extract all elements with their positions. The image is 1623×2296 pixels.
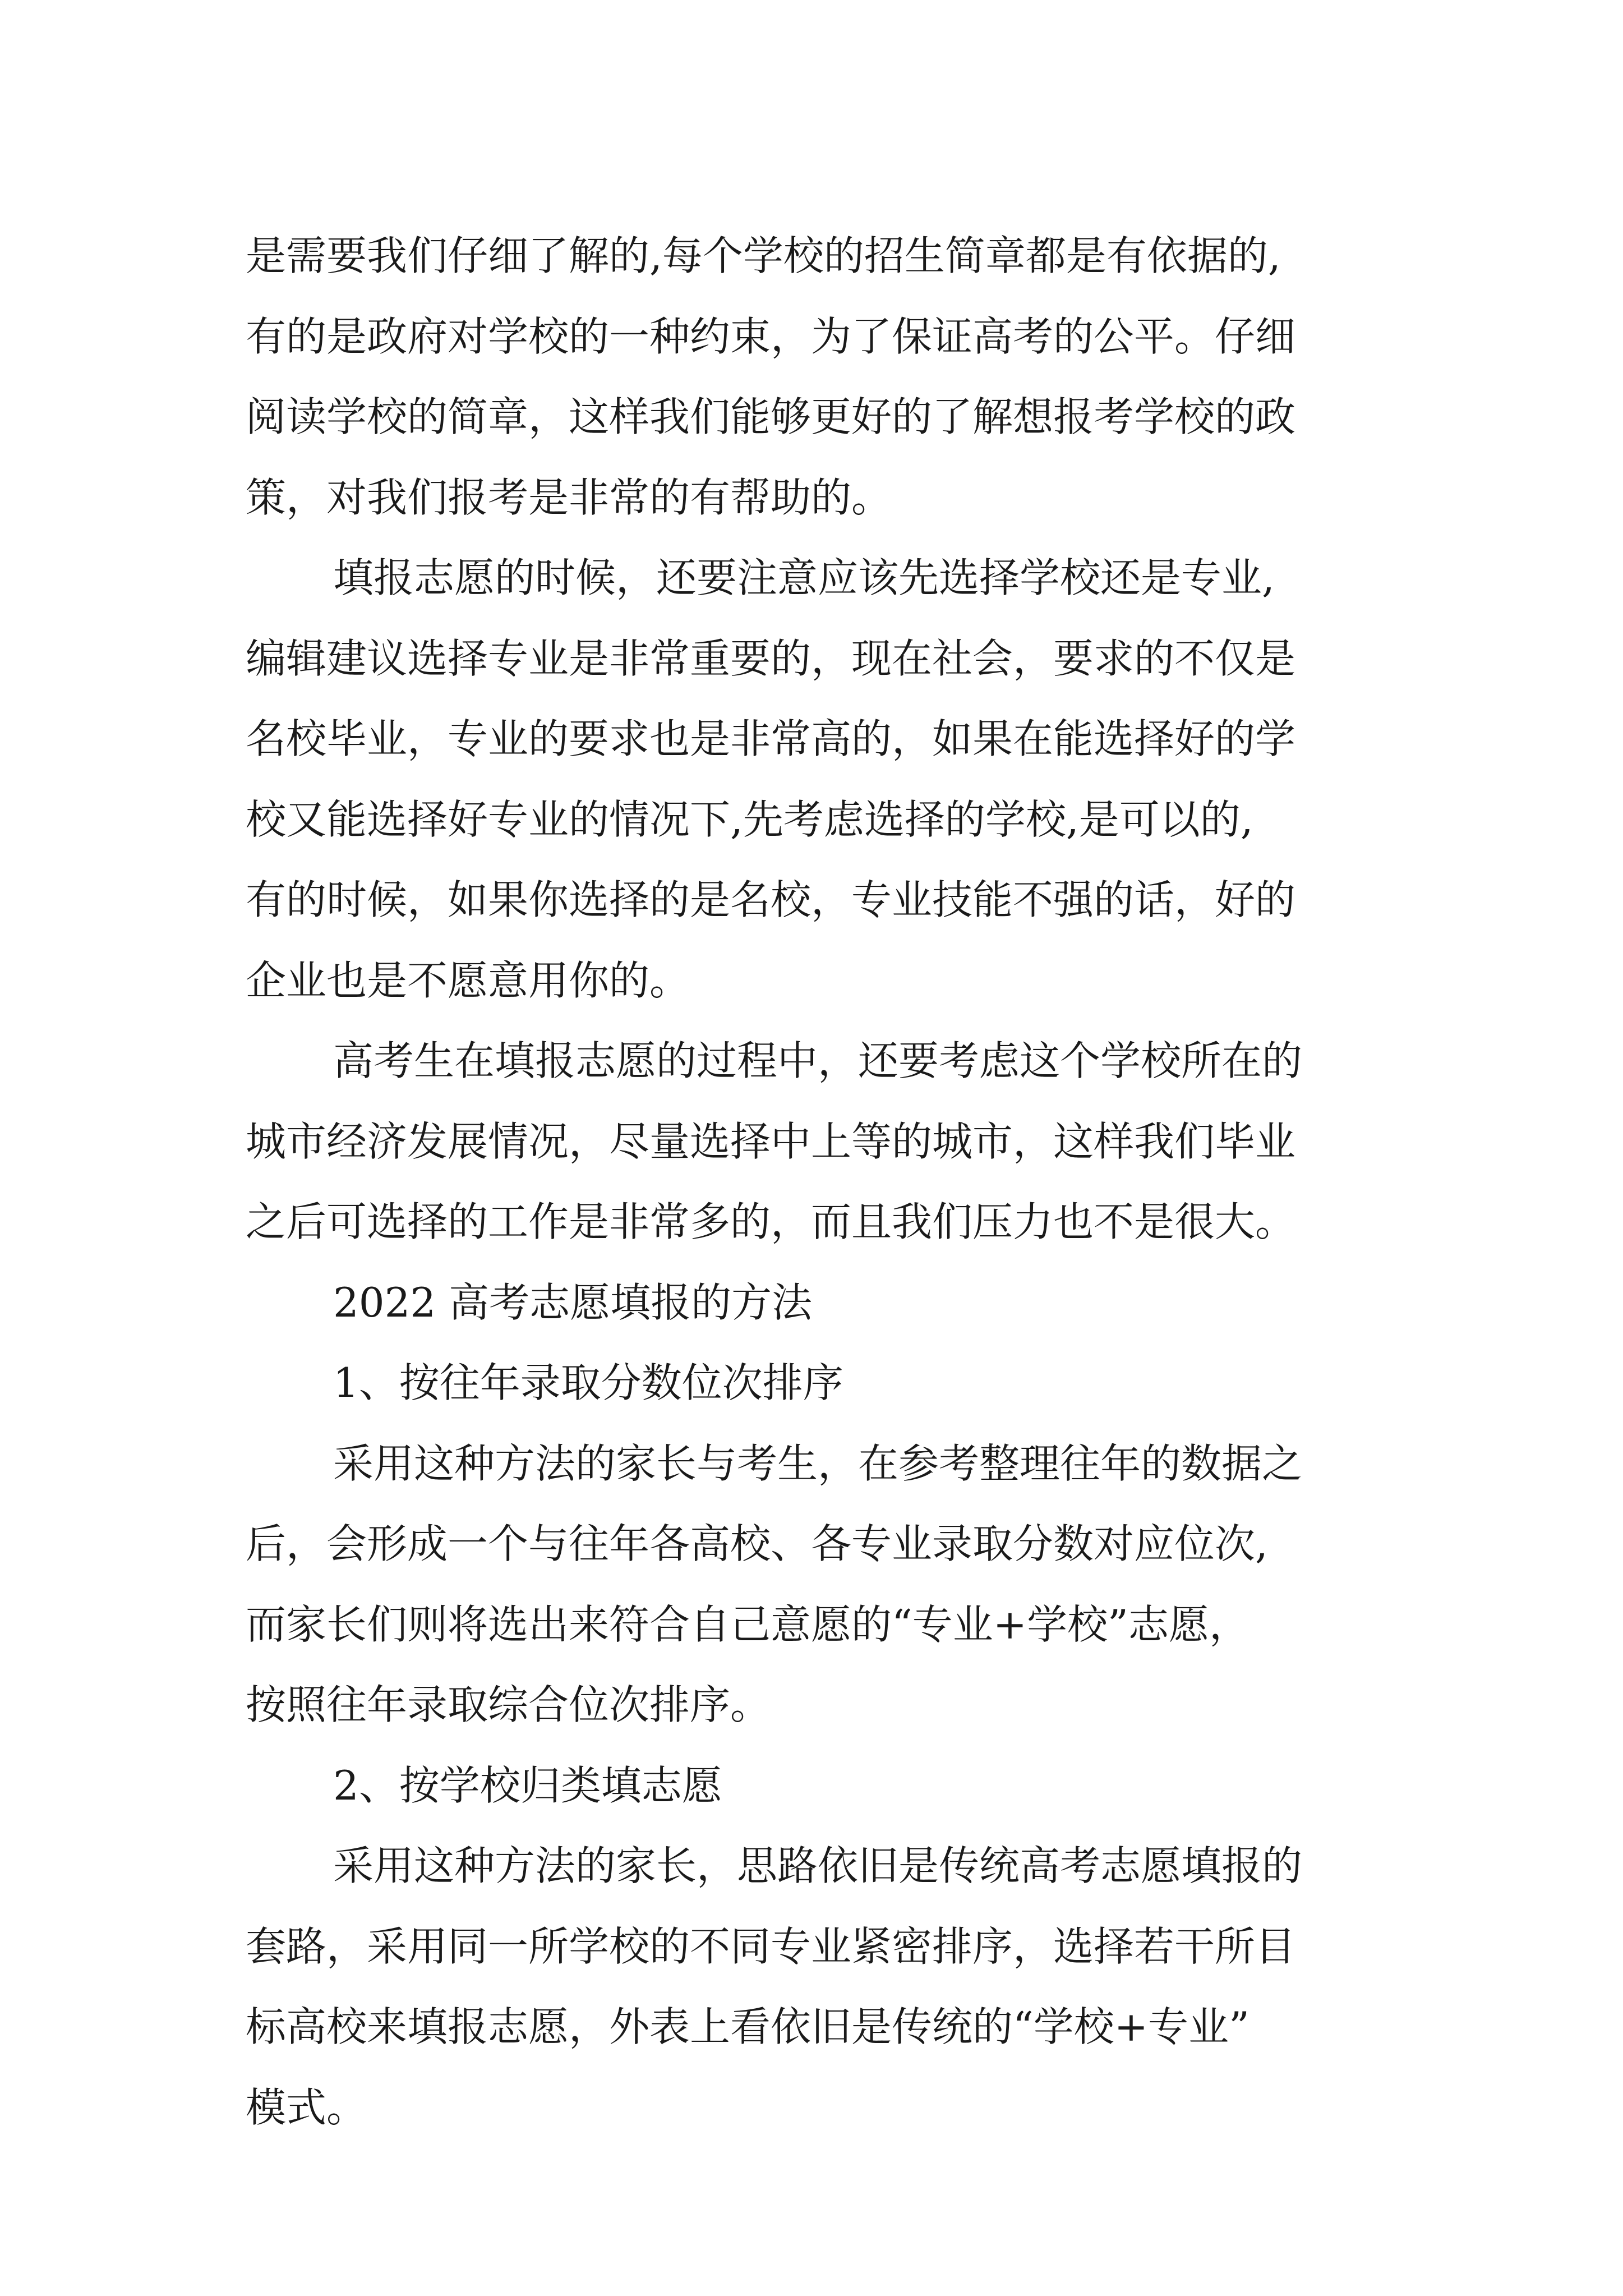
text-line: 企业也是不愿意用你的。 <box>246 956 690 1004</box>
text-line: 有的是政府对学校的一种约束，为了保证高考的公平。仔细 <box>246 312 1296 360</box>
text-line: 之后可选择的工作是非常多的，而且我们压力也不是很大。 <box>246 1198 1296 1245</box>
text-line: 采用这种方法的家长与考生，在参考整理往年的数据之 <box>333 1439 1303 1487</box>
text-line: 编辑建议选择专业是非常重要的，现在社会，要求的不仅是 <box>246 634 1296 682</box>
text-line: 策，对我们报考是非常的有帮助的。 <box>246 473 892 521</box>
text-line: 采用这种方法的家长，思路依旧是传统高考志愿填报的 <box>333 1842 1303 1889</box>
text-line: 按照往年录取综合位次排序。 <box>246 1681 771 1728</box>
document-body <box>246 216 1401 2148</box>
text-line: 套路，采用同一所学校的不同专业紧密排序，选择若干所目 <box>246 1922 1296 1970</box>
text-line: 高考生在填报志愿的过程中，还要考虑这个学校所在的 <box>333 1037 1303 1084</box>
text-line: 城市经济发展情况，尽量选择中上等的城市，这样我们毕业 <box>246 1117 1296 1165</box>
text-line: 模式。 <box>246 2083 367 2131</box>
text-line: 而家长们则将选出来符合自己意愿的“专业+学校”志愿， <box>246 1600 1249 1648</box>
text-line: 名校毕业，专业的要求也是非常高的，如果在能选择好的学 <box>246 715 1296 762</box>
text-line: 后，会形成一个与往年各高校、各专业录取分数对应位次, <box>246 1520 1268 1567</box>
text-line: 阅读学校的简章，这样我们能够更好的了解想报考学校的政 <box>246 393 1296 440</box>
text-line: 是需要我们仔细了解的,每个学校的招生简章都是有依据的, <box>246 232 1281 279</box>
text-line: 校又能选择好专业的情况下,先考虑选择的学校,是可以的, <box>246 795 1253 843</box>
text-line: 标高校来填报志愿，外表上看依旧是传统的“学校+专业” <box>246 2003 1249 2050</box>
section-heading: 2022 高考志愿填报的方法 <box>333 1278 813 1326</box>
text-line: 有的时候，如果你选择的是名校，专业技能不强的话，好的 <box>246 876 1296 923</box>
text-line: 填报志愿的时候，还要注意应该先选择学校还是专业, <box>333 554 1275 601</box>
method-heading: 1、按往年录取分数位次排序 <box>333 1359 843 1406</box>
method-heading: 2、按学校归类填志愿 <box>333 1761 722 1809</box>
